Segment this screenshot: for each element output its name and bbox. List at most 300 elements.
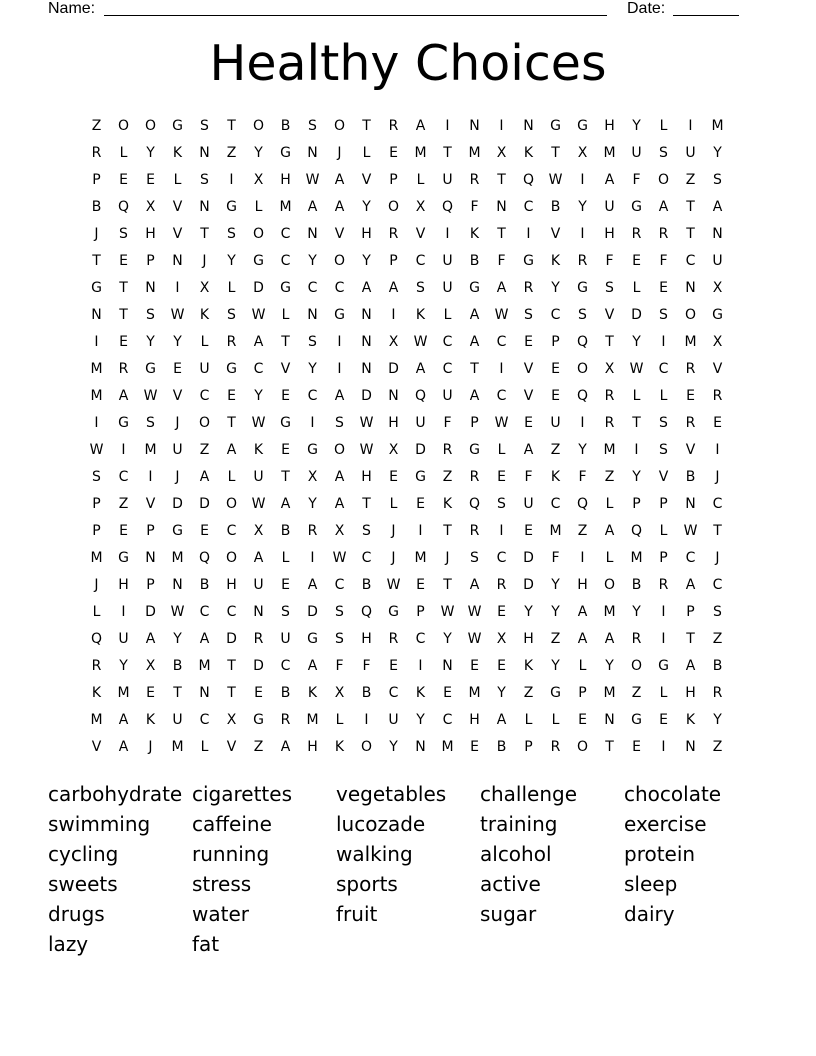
grid-letter: H [685, 685, 696, 701]
grid-letter: A [334, 388, 345, 404]
grid-letter: E [200, 523, 209, 539]
grid-letter: P [659, 550, 668, 566]
grid-letter: E [281, 577, 290, 593]
grid-letter: P [146, 577, 155, 593]
grid-letter: B [361, 577, 372, 593]
grid-letter: V [550, 226, 561, 242]
grid-letter: M [90, 361, 103, 377]
grid-letter: K [550, 253, 561, 269]
grid-letter: E [443, 685, 452, 701]
grid-letter: P [524, 739, 533, 755]
grid-letter: J [202, 253, 207, 269]
grid-letter: G [469, 442, 480, 458]
grid-letter: V [523, 361, 534, 377]
grid-letter: Y [119, 658, 128, 674]
grid-letter: F [443, 415, 452, 431]
grid-letter: V [361, 172, 372, 188]
grid-letter: B [91, 199, 102, 215]
grid-letter: F [578, 469, 587, 485]
grid-letter: O [333, 118, 346, 134]
grid-letter: L [173, 172, 182, 188]
grid-letter: P [659, 496, 668, 512]
grid-row [83, 302, 731, 329]
grid-letter: V [604, 307, 615, 323]
grid-letter: G [172, 523, 183, 539]
grid-letter: U [253, 577, 264, 593]
grid-letter: C [226, 523, 237, 539]
grid-letter: R [685, 415, 696, 431]
grid-letter: N [253, 604, 264, 620]
grid-letter: I [499, 118, 504, 134]
grid-row [83, 140, 731, 167]
grid-letter: A [685, 577, 696, 593]
grid-row [83, 383, 731, 410]
grid-letter: P [146, 253, 155, 269]
word-bank-item: fat [192, 932, 220, 956]
grid-row [83, 707, 731, 734]
grid-letter: K [469, 226, 480, 242]
grid-letter: V [658, 469, 669, 485]
grid-letter: G [550, 685, 561, 701]
grid-letter: K [442, 496, 453, 512]
grid-letter: I [121, 604, 126, 620]
grid-letter: T [200, 226, 209, 242]
grid-letter: J [148, 739, 153, 755]
grid-letter: E [416, 496, 425, 512]
date-label: Date: [627, 0, 666, 17]
grid-letter: O [333, 442, 346, 458]
grid-letter: V [91, 739, 102, 755]
grid-letter: J [337, 145, 342, 161]
grid-letter: A [280, 739, 291, 755]
word-bank-item: chocolate [624, 782, 722, 806]
word-bank-item: training [480, 812, 558, 836]
grid-letter: Q [360, 604, 373, 620]
grid-letter: M [630, 550, 643, 566]
grid-letter: L [227, 469, 236, 485]
grid-letter: E [146, 685, 155, 701]
grid-letter: Z [199, 442, 210, 458]
grid-letter: V [172, 226, 183, 242]
grid-letter: G [280, 145, 291, 161]
grid-letter: T [686, 631, 695, 647]
grid-letter: S [416, 280, 425, 296]
grid-letter: S [335, 415, 344, 431]
grid-letter: D [388, 361, 399, 377]
grid-letter: X [415, 199, 426, 215]
grid-letter: A [253, 334, 264, 350]
grid-letter: N [361, 361, 372, 377]
grid-letter: X [145, 658, 156, 674]
grid-letter: E [254, 685, 263, 701]
grid-letter: Z [685, 172, 696, 188]
grid-letter: Z [442, 469, 453, 485]
grid-letter: V [280, 361, 291, 377]
grid-letter: S [200, 172, 209, 188]
grid-letter: R [469, 172, 480, 188]
grid-letter: Y [632, 334, 641, 350]
grid-row [83, 113, 731, 140]
grid-letter: R [118, 361, 129, 377]
grid-letter: W [494, 415, 509, 431]
grid-letter: G [145, 361, 156, 377]
grid-letter: Y [605, 658, 614, 674]
grid-letter: U [442, 172, 453, 188]
grid-letter: E [416, 577, 425, 593]
grid-letter: C [199, 712, 210, 728]
grid-letter: L [659, 523, 668, 539]
grid-letter: Y [551, 577, 560, 593]
grid-letter: N [307, 145, 318, 161]
grid-letter: G [577, 280, 588, 296]
grid-letter: W [359, 442, 374, 458]
grid-letter: N [469, 118, 480, 134]
grid-letter: L [119, 145, 128, 161]
grid-letter: R [712, 388, 723, 404]
grid-letter: F [551, 550, 560, 566]
word-bank-item: carbohydrate [48, 782, 183, 806]
grid-letter: R [550, 739, 561, 755]
grid-letter: W [305, 172, 320, 188]
grid-row [83, 221, 731, 248]
grid-letter: P [416, 604, 425, 620]
grid-letter: S [335, 631, 344, 647]
grid-letter: G [469, 280, 480, 296]
grid-letter: Q [441, 199, 454, 215]
grid-letter: W [170, 307, 185, 323]
grid-letter: X [388, 334, 399, 350]
grid-letter: U [685, 145, 696, 161]
grid-letter: R [469, 469, 480, 485]
grid-letter: N [199, 199, 210, 215]
grid-letter: K [550, 469, 561, 485]
grid-letter: O [225, 496, 238, 512]
grid-letter: M [468, 685, 481, 701]
grid-letter: S [659, 307, 668, 323]
grid-letter: S [335, 604, 344, 620]
grid-letter: G [307, 631, 318, 647]
grid-letter: R [577, 253, 588, 269]
grid-letter: L [443, 307, 452, 323]
grid-letter: E [470, 739, 479, 755]
grid-letter: C [280, 658, 291, 674]
grid-row [83, 626, 731, 653]
grid-letter: Y [173, 334, 182, 350]
grid-letter: W [467, 604, 482, 620]
grid-letter: Y [146, 145, 155, 161]
grid-letter: E [119, 523, 128, 539]
grid-letter: T [227, 415, 236, 431]
grid-letter: U [415, 415, 426, 431]
grid-letter: Z [253, 739, 264, 755]
grid-letter: G [280, 415, 291, 431]
grid-letter: F [524, 469, 533, 485]
grid-letter: E [119, 172, 128, 188]
grid-letter: I [310, 415, 315, 431]
grid-letter: B [361, 685, 372, 701]
grid-letter: M [171, 550, 184, 566]
grid-row [83, 167, 731, 194]
grid-letter: C [496, 334, 507, 350]
grid-letter: Y [416, 712, 425, 728]
grid-letter: M [684, 334, 697, 350]
grid-letter: P [92, 496, 101, 512]
grid-letter: E [524, 334, 533, 350]
grid-row [83, 248, 731, 275]
grid-letter: H [604, 226, 615, 242]
grid-letter: C [442, 361, 453, 377]
grid-letter: S [605, 280, 614, 296]
grid-letter: R [604, 415, 615, 431]
grid-letter: L [578, 658, 587, 674]
grid-letter: J [391, 523, 396, 539]
word-bank-item: fruit [336, 902, 378, 926]
grid-letter: G [577, 118, 588, 134]
grid-letter: E [497, 604, 506, 620]
grid-letter: M [90, 712, 103, 728]
grid-letter: O [117, 118, 130, 134]
grid-letter: Q [630, 523, 643, 539]
grid-letter: A [577, 631, 588, 647]
grid-letter: Y [443, 631, 452, 647]
grid-letter: J [175, 469, 180, 485]
grid-letter: E [524, 523, 533, 539]
grid-letter: N [496, 199, 507, 215]
grid-letter: T [119, 280, 128, 296]
grid-letter: W [359, 415, 374, 431]
grid-letter: I [688, 118, 693, 134]
grid-letter: H [469, 712, 480, 728]
grid-letter: G [658, 658, 669, 674]
grid-letter: K [91, 685, 102, 701]
grid-letter: S [713, 604, 722, 620]
word-bank-item: walking [336, 842, 413, 866]
grid-letter: S [659, 145, 668, 161]
grid-letter: W [251, 307, 266, 323]
grid-letter: S [713, 172, 722, 188]
grid-letter: J [94, 226, 99, 242]
grid-letter: A [118, 739, 129, 755]
grid-letter: F [605, 253, 614, 269]
grid-letter: R [712, 685, 723, 701]
grid-letter: A [118, 388, 129, 404]
grid-letter: W [170, 604, 185, 620]
grid-letter: Y [524, 604, 533, 620]
grid-letter: M [90, 550, 103, 566]
grid-letter: P [92, 523, 101, 539]
grid-letter: P [92, 172, 101, 188]
word-bank-item: protein [624, 842, 696, 866]
grid-letter: Y [713, 145, 722, 161]
grid-letter: L [659, 118, 668, 134]
grid-letter: O [603, 577, 616, 593]
grid-row [83, 545, 731, 572]
word-bank-item: sweets [48, 872, 118, 896]
grid-letter: E [497, 658, 506, 674]
word-bank-item: sleep [624, 872, 678, 896]
grid-letter: Y [578, 199, 587, 215]
word-bank-item: challenge [480, 782, 578, 806]
grid-letter: O [333, 253, 346, 269]
grid-letter: A [334, 172, 345, 188]
grid-letter: H [604, 118, 615, 134]
grid-letter: R [442, 442, 453, 458]
grid-letter: Z [226, 145, 237, 161]
grid-letter: Y [173, 631, 182, 647]
grid-letter: C [334, 577, 345, 593]
grid-letter: Y [362, 199, 371, 215]
grid-letter: E [686, 388, 695, 404]
grid-letter: E [713, 415, 722, 431]
grid-letter: L [389, 496, 398, 512]
grid-letter: E [227, 388, 236, 404]
grid-letter: T [686, 199, 695, 215]
grid-letter: M [117, 685, 130, 701]
grid-letter: D [172, 496, 183, 512]
grid-letter: W [467, 631, 482, 647]
worksheet-header [0, 0, 816, 22]
grid-letter: N [685, 280, 696, 296]
grid-letter: M [144, 442, 157, 458]
grid-letter: L [227, 280, 236, 296]
grid-letter: A [307, 199, 318, 215]
grid-letter: K [253, 442, 264, 458]
grid-letter: U [172, 442, 183, 458]
grid-letter: S [308, 118, 317, 134]
grid-letter: E [551, 361, 560, 377]
grid-letter: Q [90, 631, 103, 647]
grid-letter: D [523, 550, 534, 566]
grid-letter: M [711, 118, 724, 134]
grid-letter: C [415, 631, 426, 647]
grid-letter: C [253, 361, 264, 377]
grid-letter: X [334, 523, 345, 539]
grid-row [83, 491, 731, 518]
grid-letter: A [469, 307, 480, 323]
grid-letter: W [494, 307, 509, 323]
grid-letter: T [362, 496, 371, 512]
grid-letter: A [307, 577, 318, 593]
grid-letter: D [253, 658, 264, 674]
grid-letter: I [94, 334, 99, 350]
grid-letter: I [337, 361, 342, 377]
grid-letter: Z [118, 496, 129, 512]
grid-letter: M [414, 550, 427, 566]
grid-letter: C [334, 280, 345, 296]
grid-letter: N [712, 226, 723, 242]
grid-letter: C [415, 253, 426, 269]
grid-row [83, 329, 731, 356]
grid-letter: G [172, 118, 183, 134]
grid-row [83, 464, 731, 491]
grid-letter: W [143, 388, 158, 404]
grid-letter: C [658, 361, 669, 377]
grid-letter: V [334, 226, 345, 242]
grid-letter: N [172, 577, 183, 593]
grid-letter: J [445, 550, 450, 566]
grid-letter: V [712, 361, 723, 377]
grid-letter: I [580, 550, 585, 566]
word-bank-item: sugar [480, 902, 537, 926]
grid-letter: L [335, 712, 344, 728]
grid-letter: U [442, 253, 453, 269]
grid-letter: C [442, 334, 453, 350]
grid-letter: R [91, 658, 102, 674]
grid-letter: H [361, 226, 372, 242]
grid-letter: E [389, 658, 398, 674]
grid-letter: G [91, 280, 102, 296]
grid-letter: P [551, 334, 560, 350]
grid-letter: E [659, 712, 668, 728]
grid-letter: L [254, 199, 263, 215]
grid-letter: Y [578, 442, 587, 458]
grid-letter: L [281, 307, 290, 323]
grid-letter: X [712, 280, 723, 296]
grid-letter: I [418, 523, 423, 539]
grid-letter: C [280, 253, 291, 269]
grid-letter: A [415, 118, 426, 134]
grid-letter: U [118, 631, 129, 647]
grid-letter: E [119, 334, 128, 350]
grid-letter: S [227, 226, 236, 242]
grid-letter: W [629, 361, 644, 377]
grid-letter: Q [576, 496, 589, 512]
grid-letter: Y [551, 604, 560, 620]
grid-letter: B [280, 118, 291, 134]
grid-letter: C [307, 280, 318, 296]
grid-letter: I [445, 118, 450, 134]
grid-letter: F [335, 658, 344, 674]
grid-letter: A [577, 604, 588, 620]
grid-letter: G [253, 253, 264, 269]
grid-letter: I [175, 280, 180, 296]
grid-letter: K [523, 658, 534, 674]
grid-letter: H [118, 577, 129, 593]
grid-letter: T [497, 172, 506, 188]
grid-letter: P [389, 253, 398, 269]
grid-letter: R [496, 577, 507, 593]
grid-letter: G [253, 712, 264, 728]
grid-letter: G [280, 280, 291, 296]
grid-letter: E [173, 361, 182, 377]
grid-letter: A [334, 496, 345, 512]
grid-letter: R [469, 523, 480, 539]
grid-letter: E [119, 253, 128, 269]
grid-letter: B [712, 658, 723, 674]
grid-letter: R [604, 388, 615, 404]
grid-row [83, 410, 731, 437]
grid-letter: P [389, 172, 398, 188]
grid-letter: I [499, 523, 504, 539]
grid-letter: U [550, 415, 561, 431]
grid-letter: L [524, 712, 533, 728]
grid-letter: R [388, 631, 399, 647]
grid-letter: A [496, 280, 507, 296]
grid-letter: A [712, 199, 723, 215]
grid-letter: W [332, 550, 347, 566]
grid-letter: U [712, 253, 723, 269]
grid-letter: N [199, 685, 210, 701]
grid-letter: I [661, 334, 666, 350]
grid-letter: K [685, 712, 696, 728]
grid-letter: O [684, 307, 697, 323]
word-bank-item: lazy [48, 932, 89, 956]
grid-letter: Z [550, 442, 561, 458]
word-bank-item: active [480, 872, 541, 896]
grid-letter: A [604, 631, 615, 647]
grid-letter: G [631, 199, 642, 215]
grid-letter: C [685, 253, 696, 269]
